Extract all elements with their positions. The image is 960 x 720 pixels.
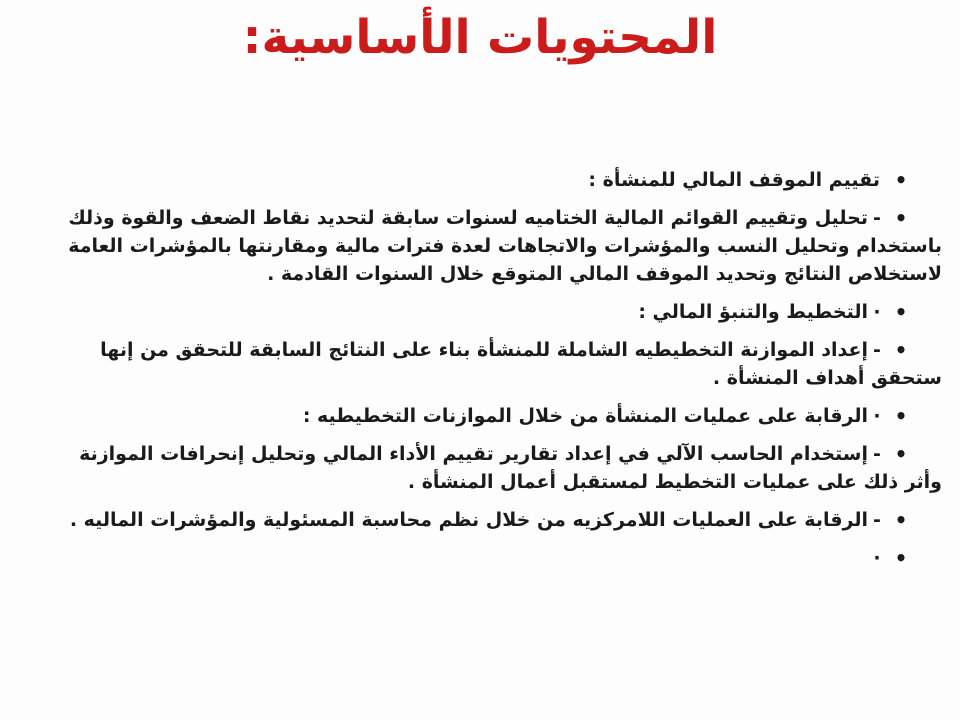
dot-marker-icon: ·: [873, 301, 881, 323]
dot-marker-icon: ·: [873, 405, 881, 427]
bullet-item-2: [58, 204, 942, 288]
bullet-text: إستخدام الحاسب الآلي في إعداد تقارير تقييم الأداء المالي وتحليل إنحرافات الموازنة وأثر ذلك على عمليات التخطيط لمستقبل أعمال المنشأة .: [79, 443, 942, 493]
dash-marker-icon: -: [873, 509, 881, 531]
bullet-text: الرقابة على عمليات المنشأة من خلال الموازنات التخطيطيه :: [302, 405, 868, 427]
bullet-text: الرقابة على العمليات اللامركزيه من خلال نظم محاسبة المسئولية والمؤشرات الماليه .: [69, 509, 868, 531]
dot-marker-icon: ·: [873, 547, 881, 569]
bullet-icon: •: [894, 300, 908, 324]
bullet-icon: •: [894, 338, 908, 362]
bullet-text: تقييم الموقف المالي للمنشأة :: [588, 169, 880, 191]
bullet-item-1: [58, 166, 942, 194]
bullet-icon: •: [894, 442, 908, 466]
bullet-item-3: [58, 298, 942, 326]
dash-marker-icon: -: [873, 207, 881, 229]
bullet-text: التخطيط والتنبؤ المالي :: [638, 301, 868, 323]
bullet-icon: •: [894, 206, 908, 230]
dash-marker-icon: -: [873, 443, 881, 465]
bullet-icon: •: [894, 546, 908, 570]
bullet-icon: •: [894, 168, 908, 192]
bullet-text: إعداد الموازنة التخطيطيه الشاملة للمنشأة بناء على النتائج السابقة للتحقق من إنها ستحقق أهداف المنشأة .: [100, 339, 942, 389]
bullet-item-8-empty: [58, 544, 942, 572]
dash-marker-icon: -: [873, 339, 881, 361]
bullet-text: تحليل وتقييم القوائم المالية الختاميه لسنوات سابقة لتحديد نقاط الضعف والقوة وذلك باستخدام وتحليل النسب والمؤشرات والاتجاهات لعدة فترات مالية ومقارنتها بالمؤشرات العامة لاستخلاص النتائج وتحديد الموقف المالي المتوقع خلال السنوات القادمة .: [68, 207, 942, 285]
bullet-icon: •: [894, 404, 908, 428]
bullet-icon: •: [894, 508, 908, 532]
slide-body: [58, 166, 942, 582]
bullet-item-6: [58, 440, 942, 496]
bullet-item-5: [58, 402, 942, 430]
bullet-item-7: [58, 506, 942, 534]
bullet-item-4: [58, 336, 942, 392]
slide-title: المحتويات الأساسية:: [242, 10, 718, 65]
